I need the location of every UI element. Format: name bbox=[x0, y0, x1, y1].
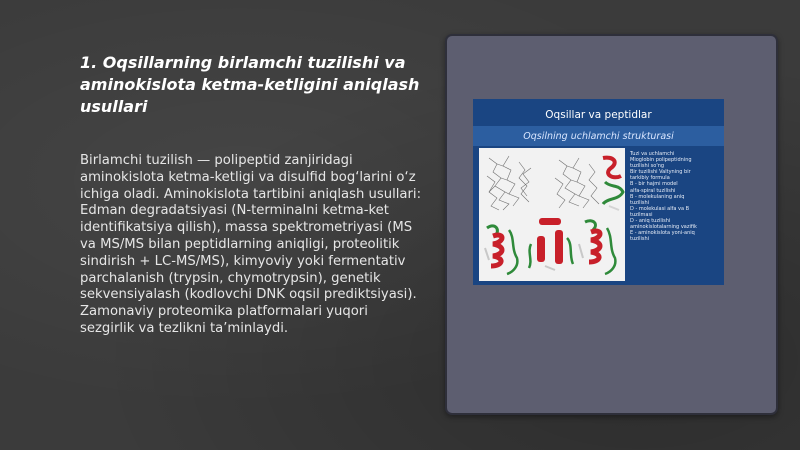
figure-legend bbox=[630, 151, 720, 242]
protein-structure-image bbox=[473, 99, 724, 285]
legend-line: D - molekulasi alfa va B bbox=[630, 205, 690, 212]
legend-line: tuzilishi so'ng bbox=[630, 163, 665, 170]
legend-line: aminokislotalarning vazifik bbox=[630, 224, 697, 231]
image-title: Oqsillar va peptidlar bbox=[545, 109, 652, 121]
myoglobin-figure bbox=[479, 148, 625, 281]
legend-line: D - aniq tuzilishi bbox=[630, 218, 671, 225]
myoglobin-illustration bbox=[479, 148, 625, 281]
legend-line: alfa-spiral tuzilishi bbox=[630, 187, 676, 194]
slide-title: 1. Oqsillarning birlamchi tuzilishi va aminokislota ketma-ketligini aniqlash usullari bbox=[80, 53, 420, 116]
stick-model-left bbox=[487, 156, 531, 210]
ribbon-bottom-right bbox=[579, 221, 615, 274]
legend-line: tuzilmasi bbox=[630, 211, 653, 218]
cylinder-model bbox=[529, 218, 573, 270]
legend-line: tuzilishi bbox=[630, 236, 650, 243]
slide-body-text: Birlamchi tuzilish — polipeptid zanjiridagi aminokislota ketma-ketligi va disulfid bog‘larini o‘z ichiga oladi. Aminokislota tartibini aniqlash usullari: Edman degradatsiyasi (N-terminalni ketma-ket identifikatsiya qilish), massa spektrometriyasi (MS va MS/MS bilan peptidlarning aniqligi, proteolitik sindirish + LC-MS/MS), kimyoviy yoki fermentativ parchalanish (trypsin, chymotrypsin), genetik sekvensiyalash (kodlovchi DNK oqsil prediktsiyasi). Zamonaviy proteomika platformalari yuqori sezgirlik va tezlikni ta’minlaydi. bbox=[80, 153, 422, 336]
legend-line: tarkibiy formula bbox=[630, 175, 670, 182]
legend-line: E - aminokislota yoni-aniq bbox=[630, 230, 695, 237]
legend-line: B - molekulaning aniq bbox=[630, 193, 685, 200]
stick-model-right bbox=[555, 158, 599, 208]
ribbon-top-right bbox=[603, 158, 623, 210]
legend-line: Mioglobin polipeptidning bbox=[630, 157, 692, 164]
image-subtitle: Oqsilning uchlamchi strukturasi bbox=[523, 131, 674, 142]
legend-line: B - bir hajmi model bbox=[630, 181, 678, 188]
legend-line: Bir tuzilishi Valtyning bir bbox=[630, 169, 691, 176]
legend-line: tuzilishi bbox=[630, 199, 650, 206]
legend-line: Tuzi va uchlamchi bbox=[630, 151, 675, 157]
ribbon-bottom-left bbox=[485, 226, 517, 274]
